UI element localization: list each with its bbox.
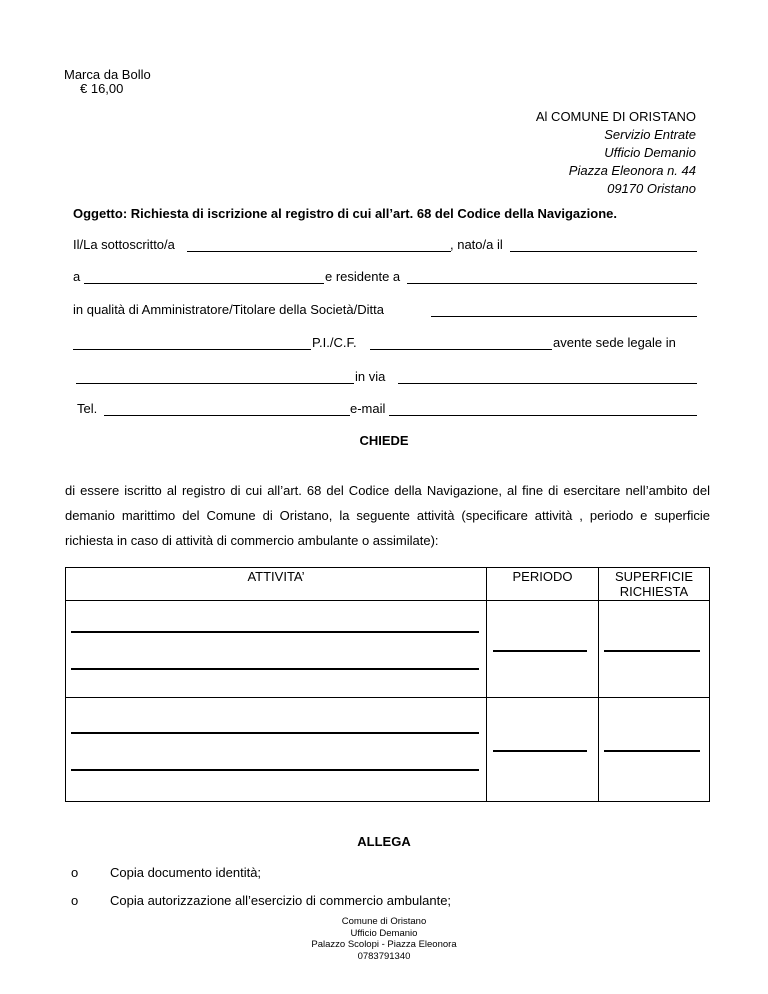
cell-attivita-1[interactable] xyxy=(66,601,487,698)
field-line-piva[interactable] xyxy=(370,349,552,350)
table-header-row xyxy=(66,568,710,601)
header-superficie-line1: SUPERFICIE xyxy=(614,569,693,584)
field-label-nato: , nato/a il xyxy=(450,237,503,252)
field-line-ditta[interactable] xyxy=(431,316,697,317)
recipient-city: 09170 Oristano xyxy=(607,181,696,196)
header-superficie-line2: RICHIESTA xyxy=(619,584,689,599)
cell-attivita-2[interactable] xyxy=(66,698,487,802)
field-label-sottoscritto: Il/La sottoscritto/a xyxy=(73,237,175,252)
periodo-line xyxy=(493,750,587,752)
field-line-tel[interactable] xyxy=(104,415,350,416)
request-paragraph-line3: richiesta in caso di attività di commercio ambulante o assimilate): xyxy=(65,533,439,548)
bullet-icon: o xyxy=(71,865,79,880)
field-label-email: e-mail xyxy=(350,401,386,416)
field-line-email[interactable] xyxy=(389,415,697,416)
field-label-via: in via xyxy=(355,369,386,384)
allega-heading: ALLEGA xyxy=(357,834,411,849)
request-paragraph-line2: demanio marittimo del Comune di Oristano, la seguente attività (specificare attività , periodo e superficie xyxy=(65,508,710,523)
footer-line2: Ufficio Demanio xyxy=(350,927,418,939)
field-line-sottoscritto[interactable] xyxy=(187,251,451,252)
cell-superficie-1[interactable] xyxy=(599,601,710,698)
field-label-piva: P.I./C.F. xyxy=(312,335,357,350)
field-label-residente: e residente a xyxy=(325,269,401,284)
field-line-residenza[interactable] xyxy=(407,283,697,284)
header-periodo: PERIODO xyxy=(487,568,599,601)
field-line-via[interactable] xyxy=(398,383,697,384)
footer xyxy=(0,916,768,962)
field-line-nato[interactable] xyxy=(510,251,697,252)
footer-line1: Comune di Oristano xyxy=(341,916,427,927)
field-label-qualita: in qualità di Amministratore/Titolare della Società/Ditta xyxy=(73,302,384,317)
periodo-line xyxy=(493,650,587,652)
header-attivita: ATTIVITA’ xyxy=(66,568,487,601)
cell-periodo-2[interactable] xyxy=(487,698,599,802)
field-line-sede[interactable] xyxy=(76,383,354,384)
attivita-line xyxy=(71,769,479,771)
field-line-ragione-sociale[interactable] xyxy=(73,349,311,350)
cell-periodo-1[interactable] xyxy=(487,601,599,698)
request-paragraph-line1: di essere iscritto al registro di cui all’art. 68 del Codice della Navigazione, al fine di esercitare nell’ambito del xyxy=(65,483,710,498)
stamp-amount: € 16,00 xyxy=(80,81,124,96)
stamp-label: Marca da Bollo xyxy=(64,67,151,82)
recipient-service: Servizio Entrate xyxy=(604,127,696,142)
table-row xyxy=(66,698,710,802)
field-label-a: a xyxy=(73,269,81,284)
header-superficie xyxy=(599,568,710,601)
attachment-item-2: Copia autorizzazione all’esercizio di commercio ambulante; xyxy=(110,893,452,908)
recipient-name: Al COMUNE DI ORISTANO xyxy=(535,109,696,124)
field-line-luogo-nascita[interactable] xyxy=(84,283,324,284)
activity-table xyxy=(65,567,710,802)
subject-line: Oggetto: Richiesta di iscrizione al registro di cui all’art. 68 del Codice della Navigazione. xyxy=(73,206,617,221)
field-label-tel: Tel. xyxy=(77,401,98,416)
recipient-office: Ufficio Demanio xyxy=(604,145,696,160)
attivita-line xyxy=(71,732,479,734)
attachment-item-1: Copia documento identità; xyxy=(110,865,262,880)
bullet-icon: o xyxy=(71,893,79,908)
cell-superficie-2[interactable] xyxy=(599,698,710,802)
superficie-line xyxy=(604,650,700,652)
recipient-address: Piazza Eleonora n. 44 xyxy=(568,163,696,178)
attivita-line xyxy=(71,668,479,670)
footer-line3: Palazzo Scolopi - Piazza Eleonora xyxy=(311,939,457,950)
chiede-heading: CHIEDE xyxy=(359,433,409,448)
table-row xyxy=(66,601,710,698)
field-label-sede: avente sede legale in xyxy=(553,335,676,350)
superficie-line xyxy=(604,750,700,752)
footer-line4: 0783791340 xyxy=(357,950,411,962)
attivita-line xyxy=(71,631,479,633)
